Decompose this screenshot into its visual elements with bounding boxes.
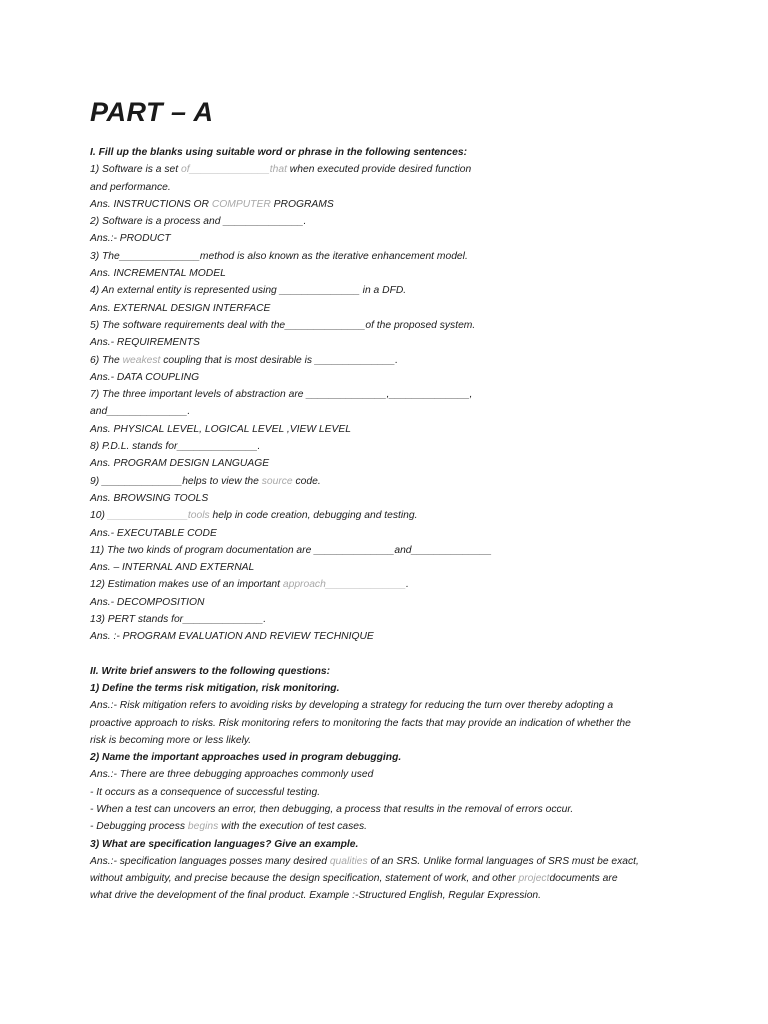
answer-line [90, 853, 690, 870]
answer-13: Ans. :- PROGRAM EVALUATION AND REVIEW TECHNIQUE [90, 631, 374, 643]
answer-line: what drive the development of the final product. Example :-Structured English, Regular Expression. [90, 890, 542, 902]
question-text: help in code creation, debugging and testing. [209, 510, 418, 522]
answer-8: Ans. PROGRAM DESIGN LANGUAGE [90, 458, 270, 470]
question-text: 1) Software is a set [90, 164, 181, 176]
question-1 [90, 161, 690, 178]
question-3: 3) The______________method is also known as the iterative enhancement model. [90, 250, 468, 262]
answer-text: documents are [549, 873, 618, 885]
hyperlink-text[interactable]: approach______________ [282, 579, 406, 591]
answer-line: Ans.:- Risk mitigation refers to avoiding risks by developing a strategy for reducing the turn over thereby adopting a [90, 700, 614, 712]
hyperlink-text[interactable]: project [518, 873, 550, 885]
question-text: coupling that is most desirable is ______________. [160, 354, 398, 366]
answer-line: - It occurs as a consequence of successful testing. [90, 786, 321, 798]
answer-text: of an SRS. Unlike formal languages of SRS must be exact, [367, 855, 639, 867]
page-title: PART – A [90, 97, 214, 127]
question-text: 12) Estimation makes use of an important [90, 579, 283, 591]
answer-11: Ans. – INTERNAL AND EXTERNAL [90, 562, 255, 574]
question-text: 10) [90, 510, 108, 522]
section-1-heading: I. Fill up the blanks using suitable word or phrase in the following sentences: [90, 147, 468, 158]
answer-4: Ans. EXTERNAL DESIGN INTERFACE [90, 302, 271, 314]
answer-line [90, 818, 690, 835]
answer-line [90, 870, 690, 887]
question-8: 8) P.D.L. stands for______________. [90, 441, 261, 453]
document-page [90, 92, 690, 905]
question-13: 13) PERT stands for______________. [90, 614, 267, 626]
hyperlink-text[interactable]: qualities [329, 855, 368, 867]
question-text: . [406, 579, 409, 591]
question-7-continued: and______________. [90, 406, 191, 418]
section-2-heading: II. Write brief answers to the following questions: [90, 665, 331, 677]
answer-12: Ans.- DECOMPOSITION [90, 596, 205, 608]
question-10 [90, 507, 690, 524]
question-6 [90, 352, 690, 369]
answer-9: Ans. BROWSING TOOLS [90, 492, 209, 504]
answer-line: risk is becoming more or less likely. [90, 734, 252, 746]
question-1-continued: and performance. [90, 181, 171, 193]
answer-3: Ans. INCREMENTAL MODEL [90, 268, 226, 280]
question-text: when executed provide desired function [286, 164, 472, 176]
answer-text: with the execution of test cases. [218, 821, 368, 833]
hyperlink-text[interactable]: of______________that [181, 164, 287, 176]
section-2-answer-3 [90, 853, 690, 905]
answer-6: Ans.- DATA COUPLING [90, 371, 200, 383]
answer-1 [90, 196, 690, 213]
section-2-question-2: 2) Name the important approaches used in program debugging. [90, 752, 402, 764]
answer-line: - When a test can uncovers an error, then debugging, a process that results in the removal of errors occur. [90, 803, 574, 815]
question-text: code. [292, 475, 321, 487]
hyperlink-text[interactable]: COMPUTER [211, 198, 271, 210]
answer-text: PROGRAMS [270, 198, 334, 210]
hyperlink-text[interactable]: weakest [122, 354, 161, 366]
question-7: 7) The three important levels of abstraction are ______________,______________, [90, 389, 473, 401]
section-2-question-1: 1) Define the terms risk mitigation, risk monitoring. [90, 682, 340, 694]
answer-text: - Debugging process [90, 821, 188, 833]
hyperlink-text[interactable]: source [261, 475, 293, 487]
section-2-answer-2 [90, 766, 690, 835]
hyperlink-text[interactable]: begins [187, 821, 219, 833]
answer-line: proactive approach to risks. Risk monitoring refers to monitoring the facts that may provide an indication of whether the [90, 717, 631, 729]
answer-2: Ans.:- PRODUCT [90, 233, 171, 245]
question-2: 2) Software is a process and ______________. [90, 216, 307, 228]
answer-text: Ans. INSTRUCTIONS OR [90, 198, 212, 210]
section-2-question-3: 3) What are specification languages? Give an example. [90, 838, 359, 850]
answer-text: Ans.:- specification languages posses many desired [90, 855, 330, 867]
answer-line: Ans.:- There are three debugging approaches commonly used [90, 769, 374, 781]
question-11: 11) The two kinds of program documentation are ______________and______________ [90, 544, 492, 556]
answer-5: Ans.- REQUIREMENTS [90, 337, 200, 349]
question-12 [90, 576, 690, 593]
hyperlink-text[interactable]: ______________tools [107, 510, 210, 522]
question-text: 6) The [90, 354, 123, 366]
question-text: 9) ______________helps to view the [90, 475, 262, 487]
question-5: 5) The software requirements deal with the______________of the proposed system. [90, 319, 476, 331]
section-spacer [90, 646, 690, 663]
answer-10: Ans.- EXECUTABLE CODE [90, 527, 217, 539]
question-4: 4) An external entity is represented using ______________ in a DFD. [90, 285, 407, 297]
section-2-answer-1 [90, 697, 690, 749]
answer-7: Ans. PHYSICAL LEVEL, LOGICAL LEVEL ,VIEW LEVEL [90, 423, 351, 435]
answer-text: without ambiguity, and precise because the design specification, statement of work, and other [90, 873, 519, 885]
question-9 [90, 473, 690, 490]
